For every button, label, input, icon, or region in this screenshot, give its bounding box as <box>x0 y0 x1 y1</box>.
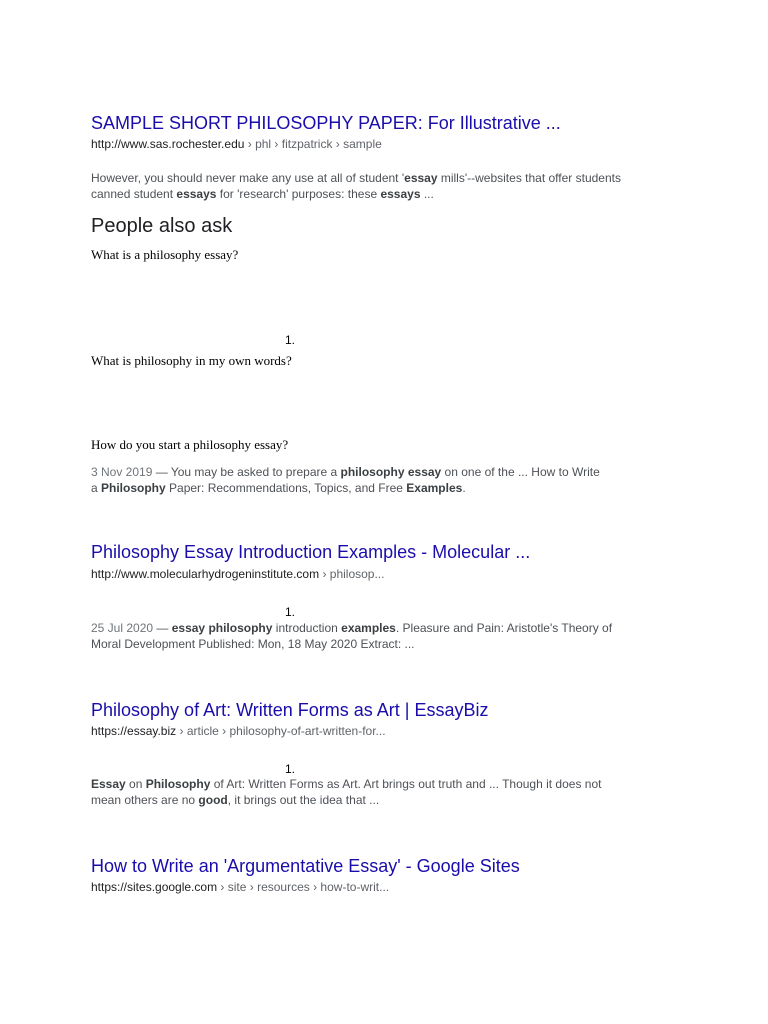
result-snippet <box>91 776 691 808</box>
result-snippet <box>91 620 691 652</box>
snippet-line: However, you should never make any use at all of student 'essay mills'--websites that offer students <box>91 171 621 185</box>
result-url-domain: http://www.molecularhydrogeninstitute.com <box>91 567 320 581</box>
list-number: 1. <box>285 762 296 776</box>
result-title-link[interactable]: How to Write an 'Argumentative Essay' - Google Sites <box>91 856 520 876</box>
snippet-bold-term: Essay <box>91 777 126 791</box>
paa-question[interactable]: What is a philosophy essay? <box>91 247 239 262</box>
result-url <box>91 724 386 739</box>
result-snippet <box>91 170 691 202</box>
snippet-line: 3 Nov 2019 — You may be asked to prepare a philosophy essay on one of the ... How to Write <box>91 465 600 479</box>
snippet-line: Moral Development Published: Mon, 18 May 2020 Extract: ... <box>91 637 415 651</box>
snippet-line: 25 Jul 2020 — essay philosophy introduction examples. Pleasure and Pain: Aristotle's Theory of <box>91 621 613 635</box>
people-also-ask-heading: People also ask <box>91 215 233 237</box>
result-title-link[interactable]: Philosophy Essay Introduction Examples - Molecular ... <box>91 542 531 562</box>
paa-question[interactable]: What is philosophy in my own words? <box>91 353 292 368</box>
result-url <box>91 137 382 152</box>
result-url-breadcrumb: › article › philosophy-of-art-written-for... <box>176 724 386 738</box>
snippet-bold-term: essays <box>380 187 421 201</box>
snippet-line: canned student essays for 'research' purposes: these essays ... <box>91 187 434 201</box>
result-title-link[interactable]: Philosophy of Art: Written Forms as Art | EssayBiz <box>91 700 489 720</box>
result-url <box>91 880 389 895</box>
snippet-line: mean others are no good, it brings out the idea that ... <box>91 793 380 807</box>
result-url <box>91 567 384 582</box>
snippet-bold-term: essays <box>176 187 217 201</box>
snippet-bold-term: essay philosophy <box>171 621 273 635</box>
result-title-link[interactable]: SAMPLE SHORT PHILOSOPHY PAPER: For Illustrative ... <box>91 113 561 133</box>
paa-answer-snippet <box>91 464 691 496</box>
result-url-domain: http://www.sas.rochester.edu <box>91 137 245 151</box>
snippet-line: Essay on Philosophy of Art: Written Forms as Art. Art brings out truth and ... Though it does not <box>91 777 602 791</box>
snippet-bold-term: examples <box>341 621 396 635</box>
snippet-bold-term: Philosophy <box>101 481 166 495</box>
snippet-bold-term: philosophy essay <box>340 465 442 479</box>
result-url-breadcrumb: › philosop... <box>319 567 385 581</box>
result-url-breadcrumb: › phl › fitzpatrick › sample <box>244 137 382 151</box>
result-url-domain: https://essay.biz <box>91 724 177 738</box>
snippet-bold-term: essay <box>404 171 438 185</box>
snippet-bold-term: Philosophy <box>145 777 211 791</box>
snippet-bold-term: good <box>198 793 228 807</box>
result-url-domain: https://sites.google.com <box>91 880 218 894</box>
snippet-line: a Philosophy Paper: Recommendations, Topics, and Free Examples. <box>91 481 466 495</box>
list-number: 1. <box>285 333 296 347</box>
result-url-breadcrumb: › site › resources › how-to-writ... <box>217 880 390 894</box>
list-number: 1. <box>285 605 296 619</box>
snippet-date: 25 Jul 2020 <box>91 621 154 635</box>
snippet-bold-term: Examples <box>406 481 463 495</box>
paa-question[interactable]: How do you start a philosophy essay? <box>91 437 289 452</box>
snippet-date: 3 Nov 2019 <box>91 465 153 479</box>
